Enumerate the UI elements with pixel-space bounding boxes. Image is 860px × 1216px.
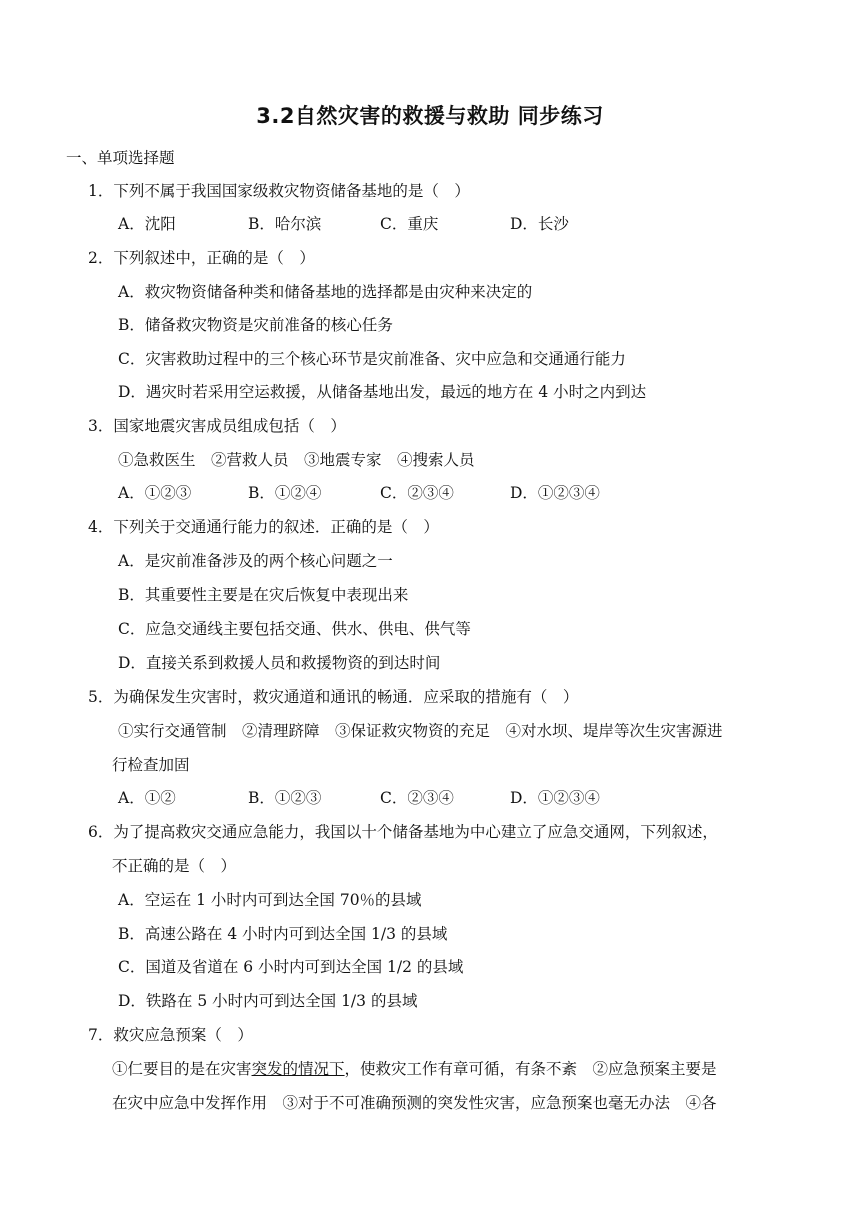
page-title: 3.2自然灾害的救援与救助 同步练习 [256,104,604,128]
question-2-option-a: A．救灾物资储备种类和储备基地的选择都是由灾种来决定的 [118,283,533,301]
question-6-option-a: A．空运在 1 小时内可到达全国 70％的县域 [118,891,422,909]
option-d: D．长沙 [510,215,569,233]
option-c: C．②③④ [380,789,454,807]
question-4-option-a: A．是灾前准备涉及的两个核心问题之一 [118,552,393,570]
question-5-items-line-2: 行检查加固 [112,756,190,774]
question-3-items: ①急救医生 ②营救人员 ③地震专家 ④搜索人员 [118,451,475,469]
question-5-stem: 5．为确保发生灾害时，救灾通道和通讯的畅通．应采取的措施有（ ） [88,688,579,706]
question-6-option-c: C．国道及省道在 6 小时内可到达全国 1/2 的县域 [118,958,464,976]
option-a: A．①② [118,789,176,807]
question-4-stem: 4．下列关于交通通行能力的叙述．正确的是（ ） [88,518,439,536]
question-7-line-1-post: ，使救灾工作有章可循，有条不紊 ②应急预案主要是 [344,1060,717,1078]
option-d: D．①②③④ [510,484,600,502]
question-2-option-d: D．遇灾时若采用空运救援，从储备基地出发，最远的地方在 4 小时之内到达 [118,383,647,401]
option-b: B．哈尔滨 [248,215,322,233]
question-6-option-d: D．铁路在 5 小时内可到达全国 1/3 的县域 [118,992,418,1010]
question-2-option-c: C．灾害救助过程中的三个核心环节是灾前准备、灾中应急和交通通行能力 [118,350,626,368]
question-4-option-b: B．其重要性主要是在灾后恢复中表现出来 [118,586,409,604]
option-b: B．①②③ [248,789,322,807]
option-d: D．①②③④ [510,789,600,807]
question-6-stem-line-1: 6．为了提高救灾交通应急能力，我国以十个储备基地为中心建立了应急交通网，下列叙述， [88,823,718,841]
question-7-line-1-pre: ①仁要目的是在灾害 [112,1060,252,1078]
option-c: C．②③④ [380,484,454,502]
question-6-stem-line-2: 不正确的是（ ） [112,857,237,875]
question-7-line-2: 在灾中应急中发挥作用 ③对于不可准确预测的突发性灾害，应急预案也毫无办法 ④各 [112,1094,717,1112]
question-3-stem: 3．国家地震灾害成员组成包括（ ） [88,417,346,435]
question-5-items-line-1: ①实行交通管制 ②清理跻障 ③保证救灾物资的充足 ④对水坝、堤岸等次生灾害源进 [118,722,723,740]
question-4-option-d: D．直接关系到救援人员和救援物资的到达时间 [118,654,441,672]
question-7-line-1 [112,1058,717,1080]
question-2-stem: 2．下列叙述中，正确的是（ ） [88,249,315,267]
question-7-underlined-text: 突发的情况下 [251,1060,345,1078]
question-2-option-b: B．储备救灾物资是灾前准备的核心任务 [118,316,393,334]
option-a: A．①②③ [118,484,192,502]
option-c: C．重庆 [380,215,439,233]
option-a: A．沈阳 [118,215,176,233]
question-4-option-c: C．应急交通线主要包括交通、供水、供电、供气等 [118,620,471,638]
question-1-stem: 1．下列不属于我国国家级救灾物资储备基地的是（ ） [88,182,470,200]
question-6-option-b: B．高速公路在 4 小时内可到达全国 1/3 的县域 [118,925,448,943]
question-7-stem: 7．救灾应急预案（ ） [88,1026,253,1044]
option-b: B．①②④ [248,484,322,502]
section-heading: 一、单项选择题 [66,149,175,167]
